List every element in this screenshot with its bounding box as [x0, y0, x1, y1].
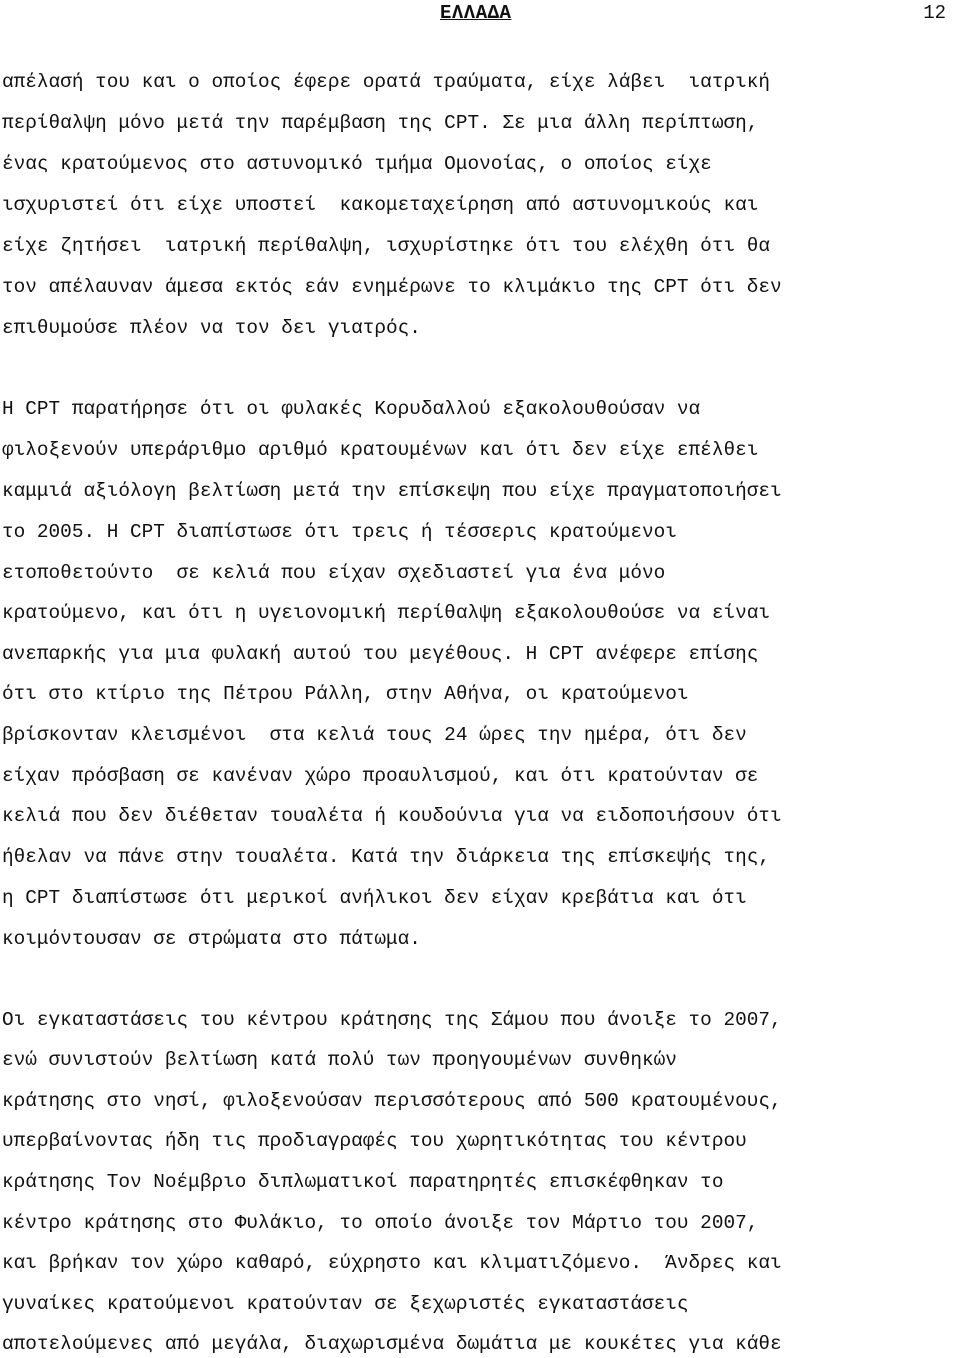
text-line: ετοποθετούντο σε κελιά που είχαν σχεδιαστεί για ένα μόνο [2, 562, 666, 584]
text-line: γυναίκες κρατούμενοι κρατούνταν σε ξεχωριστές εγκαταστάσεις [2, 1293, 689, 1315]
page-number: 12 [923, 2, 946, 24]
text-line: κρατούμενο, και ότι η υγειονομική περίθαλψη εξακολουθούσε να είναι [2, 602, 770, 624]
header-title: ΕΛΛΑΔΑ [440, 2, 512, 24]
page-header [0, 0, 960, 30]
text-line: απέλασή του και ο οποίος έφερε ορατά τραύματα, είχε λάβει ιατρική [2, 71, 770, 93]
text-line: και βρήκαν τον χώρο καθαρό, εύχρηστο και κλιματιζόμενο. Άνδρες και [2, 1252, 782, 1274]
text-line: το 2005. Η CPT διαπίστωσε ότι τρεις ή τέσσερις κρατούμενοι [2, 521, 677, 543]
text-line: είχαν πρόσβαση σε κανέναν χώρο προαυλισμού, και ότι κρατούνταν σε [2, 765, 759, 787]
text-line: κράτησης Τον Νοέμβριο διπλωματικοί παρατηρητές επισκέφθηκαν το [2, 1171, 724, 1193]
text-line: Η CPT παρατήρησε ότι οι φυλακές Κορυδαλλού εξακολουθούσαν να [2, 398, 701, 420]
text-line: Οι εγκαταστάσεις του κέντρου κράτησης της Σάμου που άνοιξε το 2007, [2, 1009, 782, 1031]
text-line: ότι στο κτίριο της Πέτρου Ράλλη, στην Αθήνα, οι κρατούμενοι [2, 683, 689, 705]
text-line: τον απέλαυναν άμεσα εκτός εάν ενημέρωνε το κλιμάκιο της CPT ότι δεν [2, 276, 782, 298]
text-line: ισχυριστεί ότι είχε υποστεί κακομεταχείρηση από αστυνομικούς και [2, 194, 759, 216]
text-line: κοιμόντουσαν σε στρώματα στο πάτωμα. [2, 928, 421, 950]
text-line: υπερβαίνοντας ήδη τις προδιαγραφές του χωρητικότητας του κέντρου [2, 1130, 747, 1152]
text-line: ένας κρατούμενος στο αστυνομικό τμήμα Ομονοίας, ο οποίος είχε [2, 153, 712, 175]
text-line: η CPT διαπίστωσε ότι μερικοί ανήλικοι δεν είχαν κρεβάτια και ότι [2, 887, 747, 909]
text-line: κελιά που δεν διέθεταν τουαλέτα ή κουδούνια για να ειδοποιήσουν ότι [2, 805, 782, 827]
text-line: ήθελαν να πάνε στην τουαλέτα. Κατά την διάρκεια της επίσκεψής της, [2, 846, 770, 868]
text-line: κράτησης στο νησί, φιλοξενούσαν περισσότερους από 500 κρατουμένους, [2, 1090, 782, 1112]
text-line: φιλοξενούν υπεράριθμο αριθμό κρατουμένων και ότι δεν είχε επέλθει [2, 439, 759, 461]
text-line: κέντρο κράτησης στο Φυλάκιο, το οποίο άνοιξε τον Μάρτιο του 2007, [2, 1212, 759, 1234]
text-line: ανεπαρκής για μια φυλακή αυτού του μεγέθους. Η CPT ανέφερε επίσης [2, 643, 759, 665]
text-line: καμμιά αξιόλογη βελτίωση μετά την επίσκεψη που είχε πραγματοποιήσει [2, 480, 782, 502]
text-line: βρίσκονταν κλεισμένοι στα κελιά τους 24 ώρες την ημέρα, ότι δεν [2, 724, 747, 746]
text-line: επιθυμούσε πλέον να τον δει γιατρός. [2, 317, 421, 339]
text-line: αποτελούμενες από μεγάλα, διαχωρισμένα δωμάτια με κουκέτες για κάθε [2, 1333, 782, 1355]
text-line: ενώ συνιστούν βελτίωση κατά πολύ των προηγουμένων συνθηκών [2, 1049, 677, 1071]
text-line: περίθαλψη μόνο μετά την παρέμβαση της CPT. Σε μια άλλη περίπτωση, [2, 112, 759, 134]
text-line: είχε ζητήσει ιατρική περίθαλψη, ισχυρίστηκε ότι του ελέχθη ότι θα [2, 235, 770, 257]
